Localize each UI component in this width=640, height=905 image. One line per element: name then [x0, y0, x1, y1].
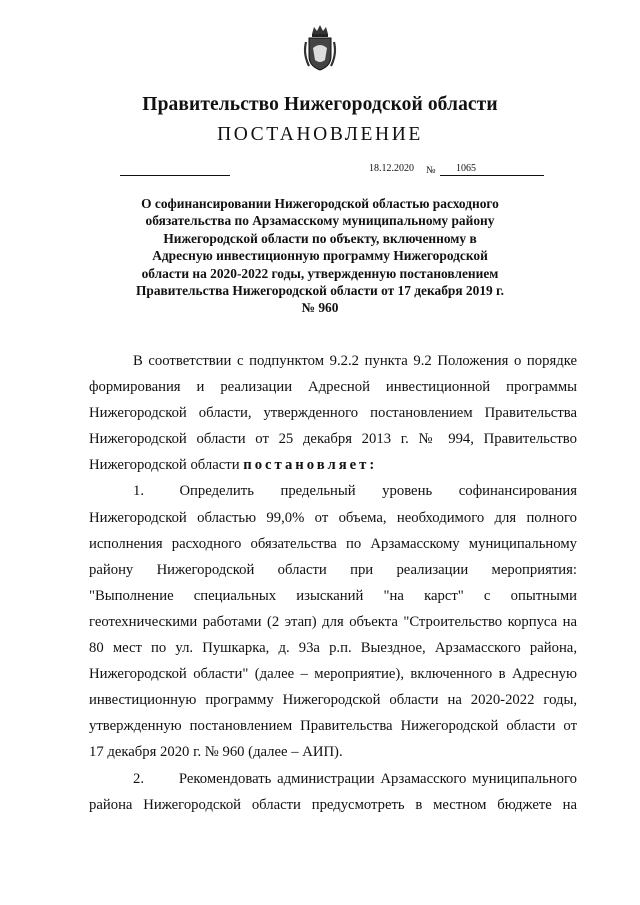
heading-line: Нижегородской области по объекту, включенному в — [163, 230, 477, 246]
document-type: ПОСТАНОВЛЕНИЕ — [217, 124, 423, 145]
signature-line — [120, 175, 230, 176]
heading-line: Правительства Нижегородской области от 17 декабря 2019 г. — [136, 283, 504, 299]
document-date: 18.12.2020 — [369, 163, 414, 174]
body-line: исполнения расходного обязательства по Арзамасскому муниципальному — [89, 535, 577, 552]
body-line: Нижегородской областью 99,0% от объема, необходимого для полного — [89, 509, 577, 526]
heading-line: обязательства по Арзамасскому муниципальному району — [145, 213, 495, 229]
resolution-word: постановляет: — [243, 457, 378, 474]
body-line — [89, 452, 577, 478]
number-underline — [440, 175, 544, 176]
heading-line: № 960 — [301, 300, 339, 316]
body-line: 1. Определить предельный уровень софинансирования — [133, 483, 577, 500]
body-line: формирования и реализации Адресной инвестиционной программы — [89, 379, 577, 396]
body-line: 80 мест по ул. Пушкарка, д. 93а р.п. Выездное, Арзамасского района, — [89, 640, 577, 657]
body-line: "Выполнение специальных изысканий "на карст" с опытными — [89, 587, 577, 604]
coat-of-arms-icon — [303, 24, 337, 72]
body-line: Нижегородской области" (далее – мероприятие), включенного в Адресную — [89, 666, 577, 683]
document-heading — [110, 195, 530, 317]
body-line: инвестиционную программу Нижегородской области на 2020-2022 годы, — [89, 692, 577, 709]
body-line: району Нижегородской области при реализации мероприятия: — [89, 561, 577, 578]
body-line: района Нижегородской области предусмотреть в местном бюджете на — [89, 796, 577, 813]
body-line-prefix: Нижегородской области — [89, 457, 244, 474]
document-body — [89, 348, 577, 818]
government-title: Правительство Нижегородской области — [142, 94, 498, 115]
body-line: геотехническими работами (2 этап) для объекта "Строительство корпуса на — [89, 613, 577, 630]
body-line: Нижегородской области, утвержденного постановлением Правительства — [89, 405, 577, 422]
body-line: 2. Рекомендовать администрации Арзамасского муниципального — [133, 770, 577, 787]
body-line: 17 декабря 2020 г. № 960 (далее – АИП). — [89, 744, 343, 761]
heading-line: области на 2020-2022 годы, утвержденную постановлением — [141, 265, 499, 281]
number-sign: № — [426, 165, 436, 176]
document-number: 1065 — [456, 163, 476, 174]
heading-line: Адресную инвестиционную программу Нижегородской — [152, 248, 488, 264]
heading-line: О софинансировании Нижегородской областью расходного — [141, 196, 499, 211]
body-line: утвержденную постановлением Правительства Нижегородской области от — [89, 718, 577, 735]
body-line: В соответствии с подпунктом 9.2.2 пункта 9.2 Положения о порядке — [133, 353, 577, 369]
body-line: Нижегородской области от 25 декабря 2013 г. № 994, Правительство — [89, 431, 577, 448]
